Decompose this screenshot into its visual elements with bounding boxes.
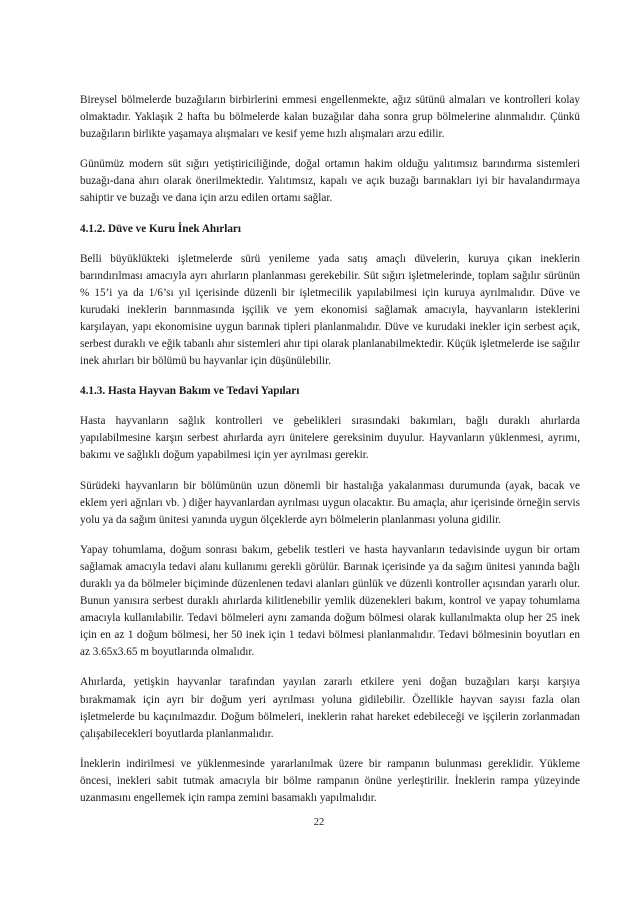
paragraph: Yapay tohumlama, doğum sonrası bakım, gebelik testleri ve hasta hayvanların tedavisinde uygun bir ortam sağlamak amacıyla tedavi alanı kullanımı gerekli görülür. Barınak içerisinde ya da sağım ünitesi yanında bağlı duraklı ya da bölmeler biçiminde düzenlenen tedavi alanları günlük ve düzenli kontroller açısından yararlı olur. Bunun yanısıra serbest duraklı ahırlarda kilitlenebilir yemlik düzenekleri bakım, kontrol ve yapay tohumlama amacıyla kullanılabilir. Tedavi bölmeleri aynı zamanda doğum bölmesi olarak kullanılmakta olup her 25 inek için en az 1 doğum bölmesi, her 50 inek için 1 tedavi bölmesi planlanmalıdır. Tedavi bölmesinin boyutları en az 3.65x3.65 m boyutlarında olmalıdır.: [80, 543, 580, 659]
paragraph: Sürüdeki hayvanların bir bölümünün uzun dönemli bir hastalığa yakalanması durumunda (ayak, bacak ve eklem yeri ağrıları vb. ) diğer hayvanlardan ayrılması uygun olacaktır. Bu amaçla, ahır içerisinde örneğin servis yolu ya da sağım ünitesi yanında uygun ölçeklerde ayrı bölmelerin planlanması yoluna gidilir.: [80, 479, 580, 526]
paragraph: Bireysel bölmelerde buzağıların birbirlerini emmesi engellenmekte, ağız sütünü almaları ve kontrolleri kolay olmaktadır. Yaklaşık 2 hafta bu bölmelerde kalan buzağılar daha sonra grup bölmelerine alınmalıdır. Çünkü buzağıların birlikte yaşamaya alışmaları ve kesif yeme hızlı alışmaları arzu edilir.: [80, 94, 580, 141]
section-heading: 4.1.3. Hasta Hayvan Bakım ve Tedavi Yapıları: [80, 385, 300, 398]
paragraph: Hasta hayvanların sağlık kontrolleri ve gebelikleri sırasındaki bakımları, bağlı duraklı ahırlarda yapılabilmesine karşın serbest ahırlarda ayrı ünitelere gereksinim duyulur. Hayvanların yüklenmesi, ayrımı, bakımı ve sağlıklı doğum yapabilmesi için yer ayrılması gerekir.: [80, 415, 580, 462]
paragraph: Günümüz modern süt sığırı yetiştiriciliğinde, doğal ortamın hakim olduğu yalıtımsız barındırma sistemleri buzağı-dana ahırı olarak önerilmektedir. Yalıtımsız, kapalı ve açık buzağı barınakları iyi bir havalandırmaya sahiptir ve buzağı ve dana için arzu edilen ortamı sağlar.: [80, 158, 580, 205]
paragraph: Ahırlarda, yetişkin hayvanlar tarafından yayılan zararlı etkilere yeni doğan buzağıları karşı karşıya bırakmamak için ayrı bir doğum yeri ayrılması yoluna gidilebilir. Özellikle hayvan sayısı fazla olan işletmelerde bu kaçınılmazdır. Doğum bölmeleri, ineklerin rahat hareket edebileceği ve işçilerin zorlanmadan çalışabilecekleri boyutlarda planlanmalıdır.: [80, 676, 580, 740]
section-heading: 4.1.2. Düve ve Kuru İnek Ahırları: [80, 222, 241, 235]
paragraph: İneklerin indirilmesi ve yüklenmesinde yararlanılmak üzere bir rampanın bulunması gereklidir. Yükleme öncesi, inekleri sabit tutmak amacıyla bir bölme rampanın önüne yerleştirilir. İneklerin rampa yüzeyinde uzanmasını engellemek için rampa zemini basamaklı yapılmalıdır.: [80, 757, 580, 804]
page-body: [80, 92, 580, 820]
paragraph: Belli büyüklükteki işletmelerde sürü yenileme yada satış amaçlı düvelerin, kuruya çıkan ineklerin barındırılması amacıyla ayrı ahırların planlanması gerekebilir. Süt sığırı işletmelerinde, toplam sağılır sürünün % 15’i ya da 1/6’sı yıl içerisinde düzenli bir işletmecilik yapılabilmesi için kuruya ayrılmalıdır. Düve ve kurudaki ineklerin barınmasında işçilik ve yem ekonomisi sağlamak amacıyla, hayvanların isteklerini karşılayan, yapı ekonomisine uygun barınak tipleri planlanmalıdır. Düve ve kurudaki inekler için serbest açık, serbest duraklı ve eğik tabanlı ahır sistemleri ahır tipi olarak planlanabilmektedir. Küçük işletmelerde ise sağılır inek ahırları bir bölümü bu hayvanlar için düşünülebilir.: [80, 252, 580, 368]
page-number: 22: [313, 817, 325, 828]
